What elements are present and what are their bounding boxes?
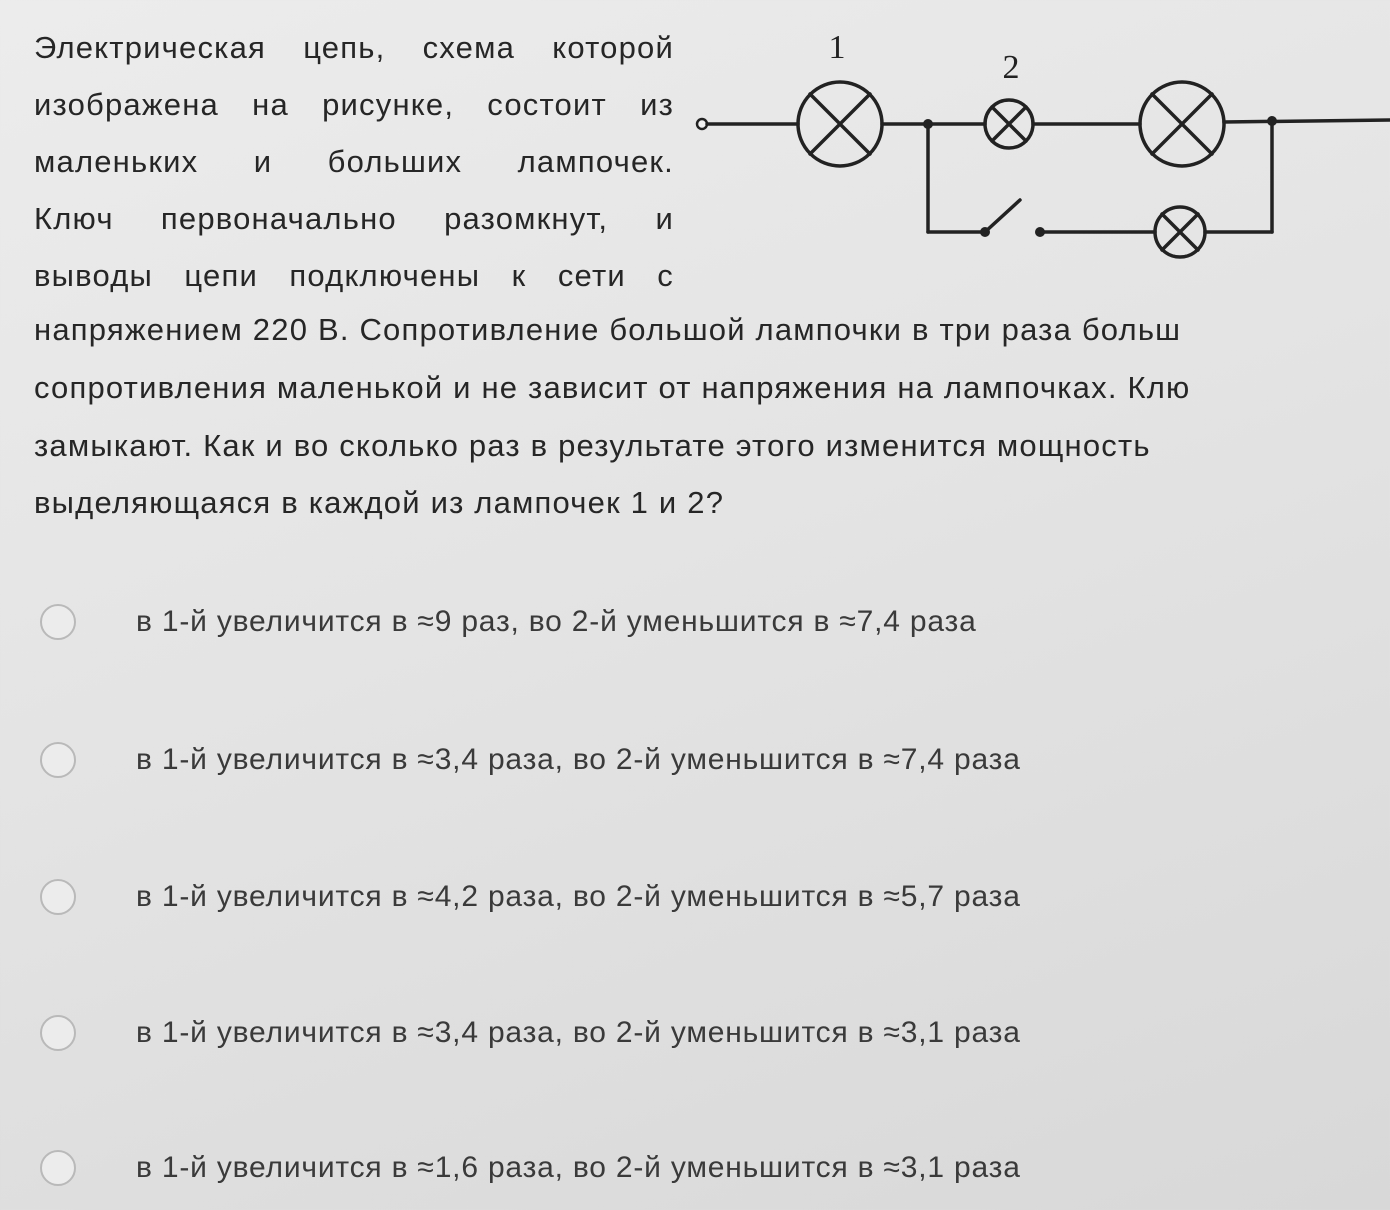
lamp-2-small xyxy=(985,100,1033,148)
question-line: выводы цепи подключены к сети с xyxy=(34,258,674,293)
radio-button[interactable] xyxy=(40,1015,76,1051)
question-line: маленьких и больших лампочек. xyxy=(34,144,674,179)
answer-option-label: в 1-й увеличится в ≈3,4 раза, во 2-й уменьшится в ≈3,1 раза xyxy=(136,1016,1021,1049)
lamp-large-right xyxy=(1140,82,1224,166)
question-line: напряжением 220 В. Сопротивление большой лампочки в три раза больш xyxy=(34,312,1182,347)
lamp-2-label: 2 xyxy=(1002,49,1020,86)
question-line: изображена на рисунке, состоит из xyxy=(34,87,674,122)
answer-option-5[interactable] xyxy=(40,1143,1021,1193)
answer-option-label: в 1-й увеличится в ≈3,4 раза, во 2-й уменьшится в ≈7,4 раза xyxy=(136,743,1021,776)
question-line: сопротивления маленькой и не зависит от напряжения на лампочках. Клю xyxy=(34,370,1191,405)
wire xyxy=(1224,120,1390,122)
switch-contact xyxy=(980,227,990,237)
question-line: выделяющаяся в каждой из лампочек 1 и 2? xyxy=(34,485,725,520)
lamp-small-bottom xyxy=(1155,207,1205,257)
junction-node xyxy=(923,119,933,129)
lamp-1-label: 1 xyxy=(828,29,846,66)
question-line: замыкают. Как и во сколько раз в результате этого изменится мощность xyxy=(34,428,1151,463)
question-line: Ключ первоначально разомкнут, и xyxy=(34,201,674,236)
answer-option-2[interactable] xyxy=(40,735,1021,785)
question-line: Электрическая цепь, схема которой xyxy=(34,30,674,65)
lamp-1-large xyxy=(798,82,882,166)
answer-option-label: в 1-й увеличится в ≈9 раз, во 2-й уменьшится в ≈7,4 раза xyxy=(136,605,977,638)
circuit-diagram xyxy=(690,20,1390,280)
radio-button[interactable] xyxy=(40,879,76,915)
switch-blade xyxy=(985,200,1020,232)
radio-button[interactable] xyxy=(40,604,76,640)
junction-node xyxy=(1267,116,1277,126)
radio-button[interactable] xyxy=(40,1150,76,1186)
answer-option-3[interactable] xyxy=(40,872,1021,922)
switch-contact xyxy=(1035,227,1045,237)
answer-option-label: в 1-й увеличится в ≈4,2 раза, во 2-й уменьшится в ≈5,7 раза xyxy=(136,880,1021,913)
answer-option-4[interactable] xyxy=(40,1008,1021,1058)
radio-button[interactable] xyxy=(40,742,76,778)
answer-option-1[interactable] xyxy=(40,597,977,647)
answer-option-label: в 1-й увеличится в ≈1,6 раза, во 2-й уменьшится в ≈3,1 раза xyxy=(136,1151,1021,1184)
